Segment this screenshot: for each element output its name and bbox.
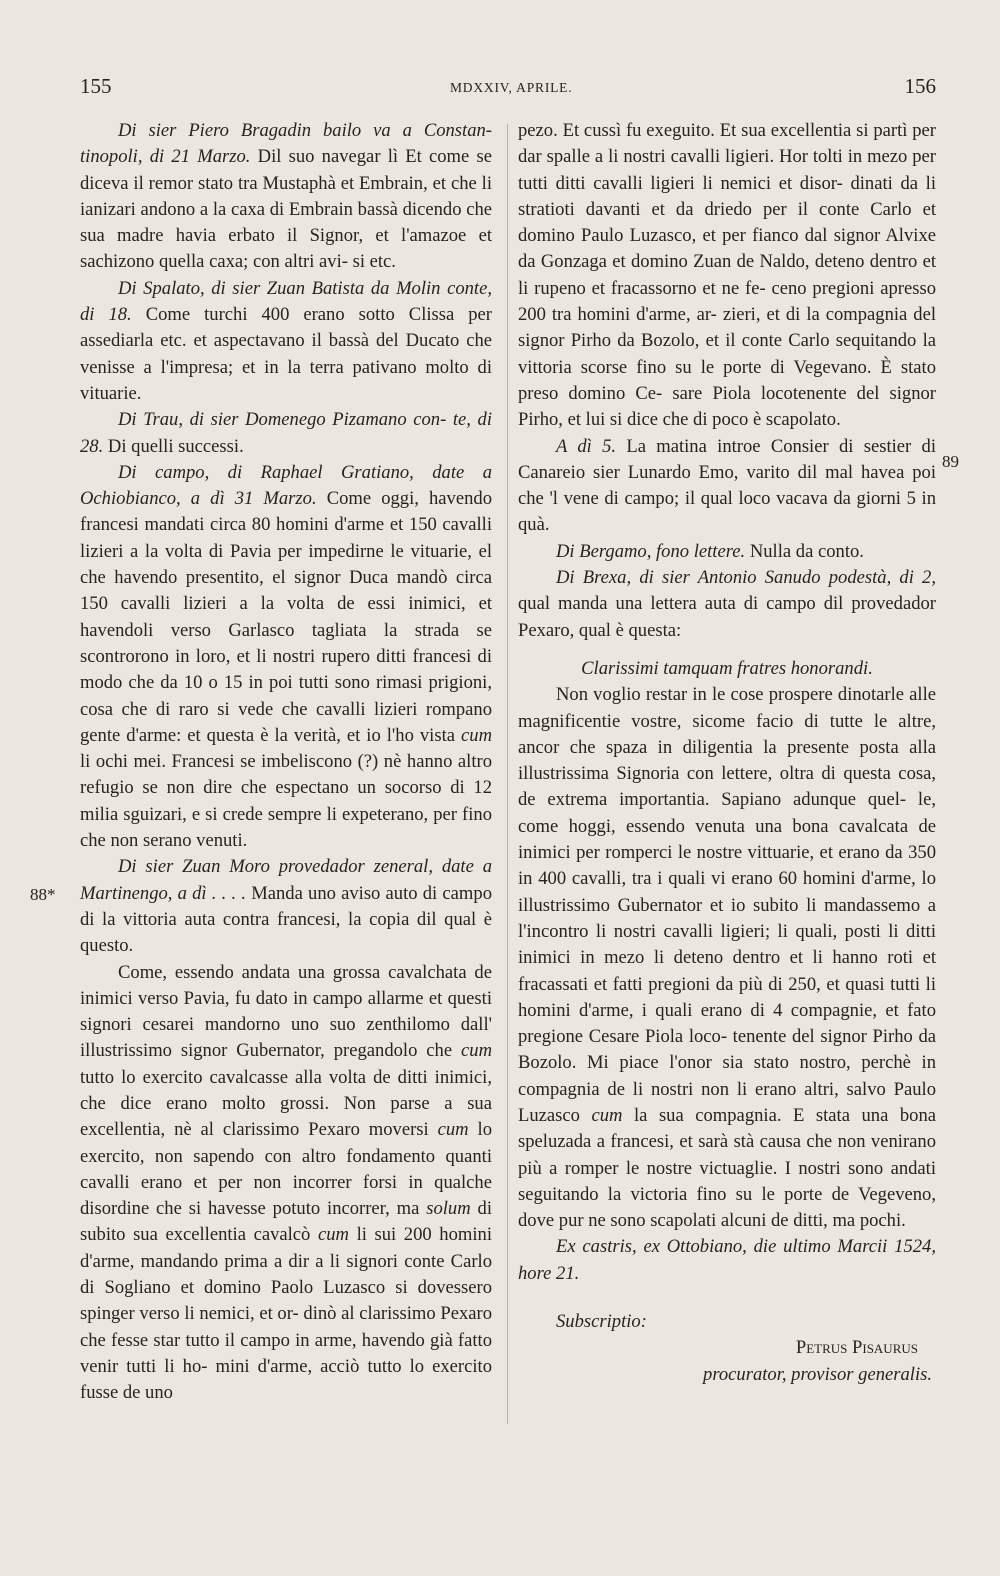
- paragraph-text: di subito sua excellentia cavalcò: [80, 1198, 492, 1246]
- paragraph: [80, 407, 492, 460]
- page-number-left: 155: [80, 74, 112, 98]
- letter-salutation: Clarissimi tamquam fratres honorandi.: [581, 657, 873, 679]
- paragraph-heading: Di Brexa, di sier Antonio Sanudo podestà, di 2,: [556, 567, 936, 589]
- latin-word: cum: [317, 1224, 349, 1246]
- margin-note-89: 89: [942, 452, 959, 471]
- running-header: [80, 74, 936, 108]
- paragraph-text: Non voglio restar in le cose prospere dinotarle alle magnificentie vostre, sicome facio di tutte le altre, ancor che spaza in diligentia la presente posta alla illustrissima Signoria con lettere, oltra di questa cosa, de extrema importantia. Sapiano adunque quel- le, come hoggi, essendo venuta una bona cavalcata de inimici per romperci le nostre vittuarie, et erano da 350 in 400 cavalli, tra i quali vi erano 60 homini d'arme, lo illustrissimo Gubernator et io subito li mandassemo a l'incontro li nostri cavalli ligieri; li quali, posti li ditti inimici in mezo li deteno dentro et li hanno roti et fracassati et fatti pregioni da più di 250, et quasi tutti li homini d'arme, i quali erano di 4 compagnie, et fato pregione Cesare Piola loco- tenente del signor Pirho da Bozolo. Mi piace l'onor sia stato nostro, perchè in compagnia de li nostri non li erano altri, salvo Paulo Luzasco: [518, 684, 936, 1126]
- paragraph-text: Dil suo navegar lì Et come se diceva il remor stato tra Mustaphà et Embrain, et che li ianizari andono a la caxa di Embrain bassà dicendo che sua madre havia erbato il Signor, et l'amazoe et sachizono quella caxa; con altri avi- si etc.: [80, 146, 492, 273]
- margin-note-88: 88*: [30, 885, 56, 904]
- paragraph: [80, 460, 492, 854]
- paragraph-text: li sui 200 homini d'arme, mandando prima a dir a li signori conte Carlo di Sogliano et domino Paolo Luzasco si dovessero spinger verso li nemici, et or- dinò al clarissimo Pexaro che fesse star tutto il campo in arme, havendo già fatto venir tutti li ho- mini d'arme, acciò tutto lo exercito fusse de uno: [80, 1224, 492, 1404]
- paragraph-text: qual manda una lettera auta di campo dil provedador Pexaro, qual è questa:: [518, 593, 936, 641]
- paragraph-text: li ochi mei. Francesi se imbeliscono (?) nè hanno altro refugio se non dire che espectano un socorso di 12 milia sguizari, e si crede sempre li expeterano, per fino che non serano venuti.: [80, 751, 492, 852]
- page-number-right: 156: [904, 74, 936, 98]
- paragraph-heading: Di sier Zuan Moro provedador zeneral, date a Martinengo, a dì . . . .: [80, 856, 492, 904]
- paragraph-text: lo exercito, non sapendo con altro fondamento quanti cavalli erano et per non incorrer forsi in qualche disordine che si havesse potuto incorrer, ma: [80, 1119, 492, 1220]
- column-divider: [507, 124, 508, 1424]
- latin-word: cum: [461, 724, 492, 746]
- right-column: [518, 118, 936, 1388]
- latin-word: cum: [591, 1104, 623, 1126]
- paragraph-heading: Di Bergamo, fono lettere.: [556, 540, 746, 562]
- paragraph-text: la sua compagnia. E stata una bona speluzada a francesi, et sarà stà causa che non venirano più a romper le nostre victuaglie. I nostri sono andati seguitando la victoria fino su le porte de Vegeveno, dove pur ne sono scapolati alcuni de ditti, ma pochi.: [518, 1104, 936, 1232]
- paragraph-heading: Di Trau, di sier Domenego Pizamano con- te, di 28.: [80, 409, 492, 457]
- paragraph: [80, 854, 492, 959]
- paragraph: [80, 118, 492, 276]
- paragraph-text: Come turchi 400 erano sotto Clissa per assediarla etc. et aspectavano il bassà del Ducato che venisse a l'impresa; et in la terra pativano molto di vituarie.: [80, 304, 492, 404]
- paragraph-text: Come oggi, havendo francesi mandati circa 80 homini d'arme et 150 cavalli lizieri a la volta di Pavia per impedirne le vituarie, el che havendo presentito, el signor Duca mandò circa 150 cavalli lizieri a la volta de essi inimici, et havendoli verso Garlasco tagliata la strada se scontrorono in loro, et li nostri rupero ditti francesi di modo che da 10 o 15 in poi tutti sono rimasi prigioni, cosa che di raro si vede che cavalli lizieri rompano gente d'arme: et questa è la verità, et io l'ho vista: [80, 488, 492, 746]
- paragraph: [80, 276, 492, 407]
- paragraph-text: Come, essendo andata una grossa cavalchata de inimici verso Pavia, fu dato in campo allarme et questi signori cesarei mandorno uno suo zenthilomo dall' illustrissimo signor Gubernator, pregandolo che: [80, 961, 492, 1062]
- paragraph-text: La matina introe Consier di sestier di Canareio sier Lunardo Emo, varito dil mal havea poi che 'l vene di campo; il qual loco vacava da giorni 5 in quà.: [518, 435, 936, 536]
- paragraph: [518, 118, 936, 434]
- paragraph: [518, 539, 936, 565]
- subscriptio: Subscriptio:: [556, 1311, 647, 1333]
- latin-word: cum: [437, 1119, 469, 1141]
- letter-closing: Ex castris, ex Ottobiano, die ultimo Marcii 1524, hore 21.: [518, 1236, 936, 1284]
- paragraph-text: Di quelli successi.: [107, 435, 244, 457]
- paragraph: [518, 565, 936, 644]
- paragraph-heading: Di sier Piero Bragadin bailo va a Constan- tinopoli, di 21 Marzo.: [80, 120, 492, 168]
- paragraph-heading: Di campo, di Raphael Gratiano, date a Ochiobianco, a dì 31 Marzo.: [80, 461, 492, 510]
- latin-word: solum: [426, 1198, 471, 1220]
- paragraph-text: pezo. Et cussì fu exeguito. Et sua excellentia si partì per dar spalle a li nostri cavalli ligieri. Hor tolti in mezo per tutti ditti cavalli ligieri li nemici et disor- dinati da li stratioti davanti et da driedo per il conte Carlo et domino Paulo Luzasco, et per fianco dal signor Alvixe da Gonzaga et domino Zuan de Naldo, deteno dentro et li rupeno et fracassorno et ne fe- ceno pregioni apresso 200 tra homini d'arme, ar- zieri, et di la compagnia del signor Pirho da Bozolo, et il conte Carlo sequitando la vittoria scorse fino su le porte di Vegevano. È stato preso domino Ce- sare Piola locotenente del signor Pirho, et lui si dice che di poco è scapolato.: [518, 120, 936, 431]
- latin-word: cum: [461, 1040, 492, 1062]
- signature: Petrus Pisaurus: [795, 1337, 918, 1359]
- paragraph-text: Manda uno aviso auto di campo di la vittoria auta contra francesi, la copia dil qual è questo.: [80, 882, 492, 957]
- paragraph-text: Nulla da conto.: [749, 540, 864, 562]
- paragraph-heading: Di Spalato, di sier Zuan Batista da Molin conte, di 18.: [80, 277, 492, 326]
- paragraph: [518, 682, 936, 1234]
- paragraph-heading: A dì 5.: [556, 435, 617, 457]
- running-title: MDXXIV, APRILE.: [450, 80, 573, 95]
- left-column: [80, 118, 492, 1407]
- spacer: [518, 644, 936, 656]
- paragraph-text: tutto lo exercito cavalcasse alla volta de ditti inimici, che dice erano molto grossi. Non parse a sua excellentia, nè al clarissimo Pexaro moversi: [80, 1066, 492, 1141]
- signature-role: procurator, provisor generalis.: [703, 1363, 932, 1385]
- paragraph: [80, 960, 492, 1407]
- paragraph: [518, 434, 936, 539]
